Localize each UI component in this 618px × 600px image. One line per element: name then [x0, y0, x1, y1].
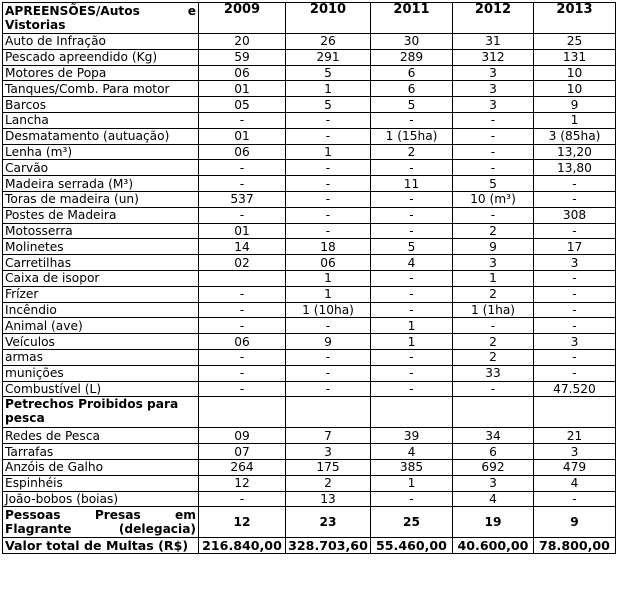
- row-label: João-bobos (boias): [3, 491, 199, 507]
- row-value: -: [371, 381, 453, 397]
- row-value: 9: [453, 239, 534, 255]
- table-row: [3, 34, 616, 50]
- row-value: -: [453, 381, 534, 397]
- row-value: 47.520: [534, 381, 616, 397]
- row-value: 07: [199, 444, 286, 460]
- row-value: 2: [453, 286, 534, 302]
- row-value: 21: [534, 428, 616, 444]
- row-value: -: [371, 270, 453, 286]
- row-value: -: [453, 128, 534, 144]
- row-value: 264: [199, 459, 286, 475]
- row-value: -: [534, 491, 616, 507]
- row-value: 14: [199, 239, 286, 255]
- presos-row: [3, 507, 616, 538]
- row-value: 1: [371, 334, 453, 350]
- row-value: -: [199, 491, 286, 507]
- row-value: 18: [286, 239, 371, 255]
- row-value: 1: [534, 112, 616, 128]
- row-value: -: [534, 270, 616, 286]
- row-value: 6: [453, 444, 534, 460]
- table-row: [3, 255, 616, 271]
- year-2010: 2010: [286, 3, 371, 34]
- table-row: [3, 334, 616, 350]
- header-label-text: APREENSÕES/Autos e Vistorias: [5, 4, 196, 32]
- row-label: armas: [3, 349, 199, 365]
- row-value: -: [534, 365, 616, 381]
- row-value: -: [371, 207, 453, 223]
- section-empty-cell: [453, 397, 534, 428]
- row-value: -: [286, 381, 371, 397]
- row-label: Carvão: [3, 160, 199, 176]
- row-value: 1 (15ha): [371, 128, 453, 144]
- row-label: Frízer: [3, 286, 199, 302]
- row-label: Redes de Pesca: [3, 428, 199, 444]
- row-value: 10 (m³): [453, 191, 534, 207]
- total-label: Valor total de Multas (R$): [3, 538, 199, 554]
- row-label: Espinhéis: [3, 475, 199, 491]
- row-value: -: [199, 318, 286, 334]
- row-value: 13,80: [534, 160, 616, 176]
- row-value: -: [371, 160, 453, 176]
- table-row: [3, 191, 616, 207]
- row-value: 20: [199, 34, 286, 50]
- row-value: -: [371, 191, 453, 207]
- row-label: munições: [3, 365, 199, 381]
- year-2009: 2009: [199, 3, 286, 34]
- row-value: 537: [199, 191, 286, 207]
- table-row: [3, 475, 616, 491]
- row-value: -: [371, 302, 453, 318]
- table-row: [3, 239, 616, 255]
- row-value: 175: [286, 459, 371, 475]
- row-label: Caixa de isopor: [3, 270, 199, 286]
- section-empty-cell: [199, 397, 286, 428]
- table-row: [3, 444, 616, 460]
- row-value: 12: [199, 475, 286, 491]
- row-value: 06: [199, 65, 286, 81]
- row-value: -: [453, 318, 534, 334]
- total-value: 216.840,00: [199, 538, 286, 554]
- row-value: 3: [453, 475, 534, 491]
- row-value: 10: [534, 81, 616, 97]
- row-value: -: [534, 191, 616, 207]
- row-value: 131: [534, 49, 616, 65]
- row-value: 09: [199, 428, 286, 444]
- section-label: Petrechos Proibidos para pesca: [3, 397, 199, 428]
- row-value: -: [199, 160, 286, 176]
- row-value: 13: [286, 491, 371, 507]
- total-value: 78.800,00: [534, 538, 616, 554]
- row-label: Veículos: [3, 334, 199, 350]
- row-value: 4: [371, 255, 453, 271]
- table-row: [3, 207, 616, 223]
- row-label: Desmatamento (autuação): [3, 128, 199, 144]
- table-row: [3, 318, 616, 334]
- table-row: [3, 128, 616, 144]
- section-empty-cell: [371, 397, 453, 428]
- row-value: -: [286, 349, 371, 365]
- apprehensions-table: [2, 2, 616, 554]
- row-value: 2: [286, 475, 371, 491]
- row-label: Combustível (L): [3, 381, 199, 397]
- row-value: 291: [286, 49, 371, 65]
- row-value: 1: [453, 270, 534, 286]
- row-value: -: [371, 349, 453, 365]
- row-value: 1: [286, 270, 371, 286]
- row-value: 5: [371, 97, 453, 113]
- row-value: -: [199, 365, 286, 381]
- row-value: -: [286, 176, 371, 192]
- row-label: Anzóis de Galho: [3, 459, 199, 475]
- row-value: 25: [534, 34, 616, 50]
- row-value: 1: [371, 475, 453, 491]
- row-value: 2: [453, 334, 534, 350]
- row-value: -: [286, 112, 371, 128]
- table-row: [3, 49, 616, 65]
- row-value: 312: [453, 49, 534, 65]
- row-label: Animal (ave): [3, 318, 199, 334]
- table-row: [3, 286, 616, 302]
- row-label: Tanques/Comb. Para motor: [3, 81, 199, 97]
- row-value: 02: [199, 255, 286, 271]
- row-value: 3: [286, 444, 371, 460]
- row-label: Carretilhas: [3, 255, 199, 271]
- row-value: 26: [286, 34, 371, 50]
- row-value: -: [199, 207, 286, 223]
- row-value: 05: [199, 97, 286, 113]
- row-value: 33: [453, 365, 534, 381]
- row-value: 4: [453, 491, 534, 507]
- row-value: -: [286, 318, 371, 334]
- row-value: -: [534, 349, 616, 365]
- row-value: 3: [534, 255, 616, 271]
- row-value: -: [199, 349, 286, 365]
- row-value: 5: [371, 239, 453, 255]
- row-value: 385: [371, 459, 453, 475]
- row-label: Molinetes: [3, 239, 199, 255]
- row-value: 11: [371, 176, 453, 192]
- row-value: 4: [371, 444, 453, 460]
- row-value: -: [453, 112, 534, 128]
- row-value: 5: [286, 97, 371, 113]
- row-value: 10: [534, 65, 616, 81]
- row-value: 9: [286, 334, 371, 350]
- row-value: 5: [286, 65, 371, 81]
- row-value: 289: [371, 49, 453, 65]
- row-value: 1 (1ha): [453, 302, 534, 318]
- row-value: -: [286, 365, 371, 381]
- table-row: [3, 144, 616, 160]
- year-2012: 2012: [453, 3, 534, 34]
- table-body: [3, 3, 616, 554]
- total-value: 55.460,00: [371, 538, 453, 554]
- row-value: 01: [199, 81, 286, 97]
- row-value: -: [286, 160, 371, 176]
- row-value: -: [286, 128, 371, 144]
- row-value: -: [199, 302, 286, 318]
- table-row: [3, 365, 616, 381]
- row-value: [199, 270, 286, 286]
- row-value: 3 (85ha): [534, 128, 616, 144]
- table-row: [3, 491, 616, 507]
- year-2013: 2013: [534, 3, 616, 34]
- total-row: [3, 538, 616, 554]
- section-empty-cell: [286, 397, 371, 428]
- table-row: [3, 459, 616, 475]
- row-value: -: [286, 191, 371, 207]
- header-label: [3, 3, 199, 34]
- table-row: [3, 112, 616, 128]
- table-row: [3, 381, 616, 397]
- row-value: 3: [453, 97, 534, 113]
- presos-value: 19: [453, 507, 534, 538]
- row-value: 3: [453, 81, 534, 97]
- row-value: 6: [371, 81, 453, 97]
- total-value: 328.703,60: [286, 538, 371, 554]
- row-value: -: [286, 207, 371, 223]
- row-value: -: [371, 286, 453, 302]
- section-row: [3, 397, 616, 428]
- row-value: -: [453, 207, 534, 223]
- row-value: 2: [453, 349, 534, 365]
- row-value: 9: [534, 97, 616, 113]
- row-value: 1: [286, 286, 371, 302]
- row-label: Tarrafas: [3, 444, 199, 460]
- row-value: -: [371, 112, 453, 128]
- row-value: -: [534, 286, 616, 302]
- row-value: 1: [371, 318, 453, 334]
- row-label: Lancha: [3, 112, 199, 128]
- row-value: -: [453, 144, 534, 160]
- row-value: 31: [453, 34, 534, 50]
- table-row: [3, 223, 616, 239]
- row-value: 1: [286, 144, 371, 160]
- row-value: 2: [453, 223, 534, 239]
- row-value: -: [534, 223, 616, 239]
- row-value: -: [199, 286, 286, 302]
- row-value: -: [534, 318, 616, 334]
- row-value: 34: [453, 428, 534, 444]
- presos-value: 25: [371, 507, 453, 538]
- row-label: Auto de Infração: [3, 34, 199, 50]
- row-label: Motores de Popa: [3, 65, 199, 81]
- row-label: Incêndio: [3, 302, 199, 318]
- row-value: 06: [199, 334, 286, 350]
- row-value: 06: [199, 144, 286, 160]
- row-value: -: [199, 381, 286, 397]
- row-label: Barcos: [3, 97, 199, 113]
- row-value: 13,20: [534, 144, 616, 160]
- row-label: Lenha (m³): [3, 144, 199, 160]
- presos-value: 12: [199, 507, 286, 538]
- row-label: Pescado apreendido (Kg): [3, 49, 199, 65]
- row-value: 17: [534, 239, 616, 255]
- row-value: -: [534, 176, 616, 192]
- row-value: 3: [534, 334, 616, 350]
- row-value: 1: [286, 81, 371, 97]
- header-row: [3, 3, 616, 34]
- row-value: 308: [534, 207, 616, 223]
- total-value: 40.600,00: [453, 538, 534, 554]
- row-value: 1 (10ha): [286, 302, 371, 318]
- presos-value: 9: [534, 507, 616, 538]
- table-row: [3, 176, 616, 192]
- table-row: [3, 160, 616, 176]
- presos-label: [3, 507, 199, 538]
- table-row: [3, 428, 616, 444]
- row-value: 692: [453, 459, 534, 475]
- table-row: [3, 81, 616, 97]
- row-value: -: [371, 365, 453, 381]
- row-value: 479: [534, 459, 616, 475]
- row-value: -: [199, 176, 286, 192]
- row-value: -: [534, 302, 616, 318]
- row-label: Postes de Madeira: [3, 207, 199, 223]
- table-row: [3, 97, 616, 113]
- section-empty-cell: [534, 397, 616, 428]
- row-label: Madeira serrada (M³): [3, 176, 199, 192]
- row-value: 2: [371, 144, 453, 160]
- row-value: -: [371, 491, 453, 507]
- table-row: [3, 270, 616, 286]
- presos-value: 23: [286, 507, 371, 538]
- row-value: 3: [453, 255, 534, 271]
- table-row: [3, 302, 616, 318]
- row-value: -: [371, 223, 453, 239]
- row-value: 5: [453, 176, 534, 192]
- row-value: 01: [199, 128, 286, 144]
- row-value: 7: [286, 428, 371, 444]
- row-label: Toras de madeira (un): [3, 191, 199, 207]
- row-value: 30: [371, 34, 453, 50]
- row-value: 3: [453, 65, 534, 81]
- presos-label-text: Pessoas Presas em Flagrante (delegacia): [5, 508, 196, 537]
- row-value: 6: [371, 65, 453, 81]
- row-value: 39: [371, 428, 453, 444]
- row-value: -: [453, 160, 534, 176]
- row-value: 06: [286, 255, 371, 271]
- row-value: -: [286, 223, 371, 239]
- row-value: 3: [534, 444, 616, 460]
- row-value: -: [199, 112, 286, 128]
- row-value: 4: [534, 475, 616, 491]
- row-value: 59: [199, 49, 286, 65]
- row-label: Motosserra: [3, 223, 199, 239]
- table-row: [3, 65, 616, 81]
- row-value: 01: [199, 223, 286, 239]
- year-2011: 2011: [371, 3, 453, 34]
- table-row: [3, 349, 616, 365]
